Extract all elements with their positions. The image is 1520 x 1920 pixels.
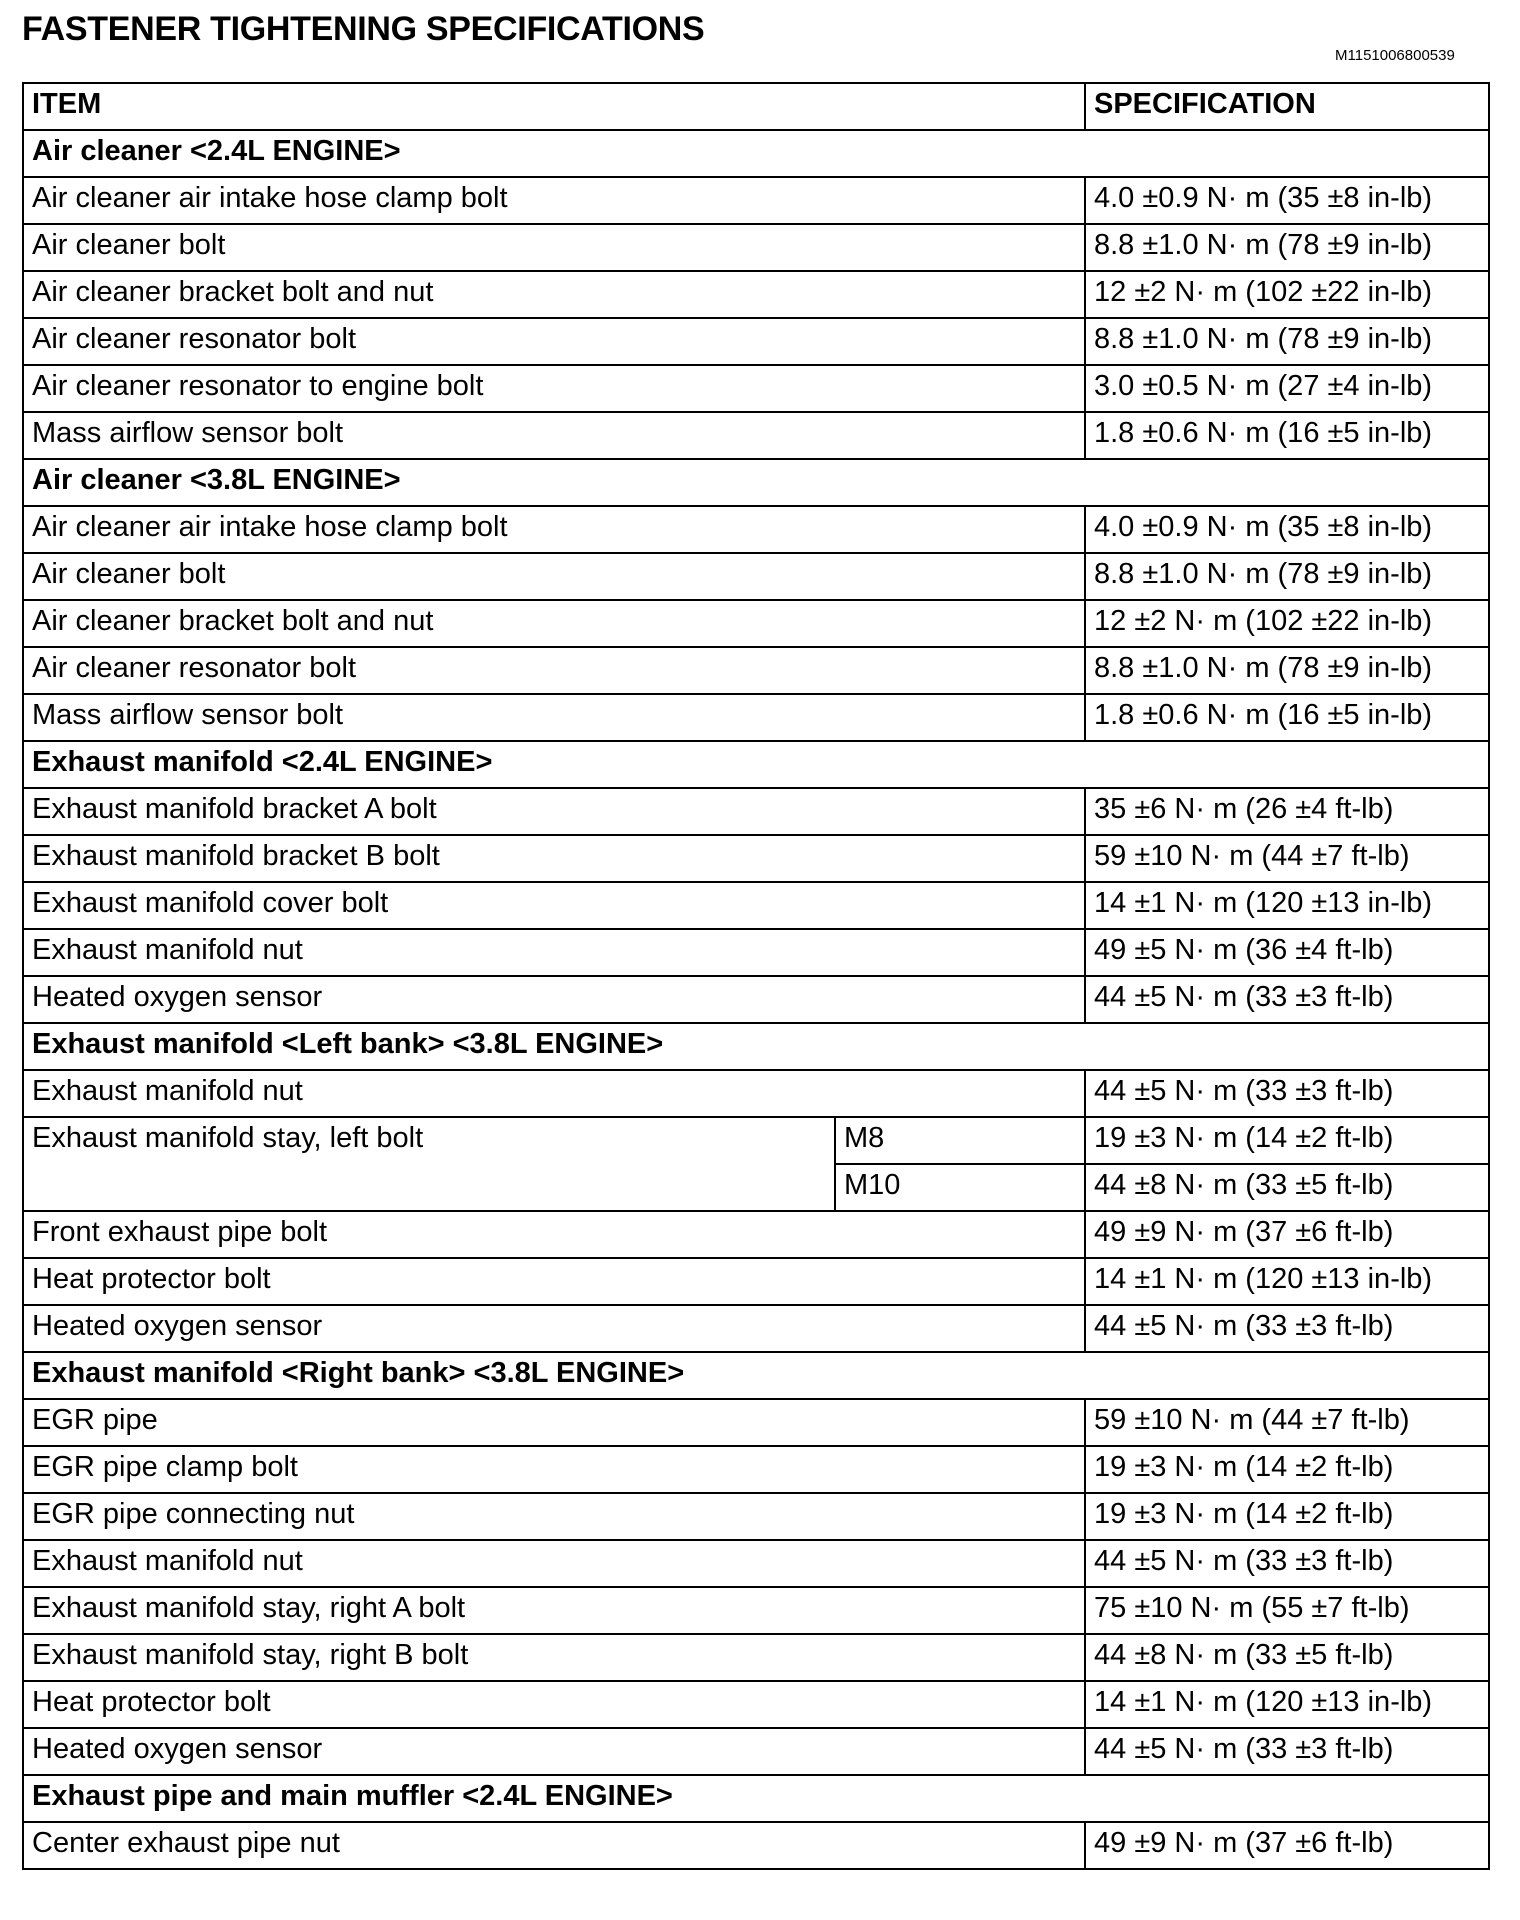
item-cell: Exhaust manifold nut: [23, 1070, 1085, 1117]
specification-column-header: SPECIFICATION: [1085, 83, 1489, 130]
item-cell: EGR pipe connecting nut: [23, 1493, 1085, 1540]
spec-cell: 49 ±5 N· m (36 ±4 ft-lb): [1085, 929, 1489, 976]
table-row: [23, 788, 1489, 835]
item-cell: Mass airflow sensor bolt: [23, 694, 1085, 741]
spec-cell: 4.0 ±0.9 N· m (35 ±8 in-lb): [1085, 506, 1489, 553]
table-row: [23, 1728, 1489, 1775]
spec-cell: 49 ±9 N· m (37 ±6 ft-lb): [1085, 1822, 1489, 1869]
item-cell: Exhaust manifold bracket A bolt: [23, 788, 1085, 835]
spec-cell: 8.8 ±1.0 N· m (78 ±9 in-lb): [1085, 318, 1489, 365]
item-cell: Air cleaner bolt: [23, 553, 1085, 600]
item-cell: Air cleaner bolt: [23, 224, 1085, 271]
item-cell: Heat protector bolt: [23, 1681, 1085, 1728]
section-title: Exhaust manifold <Right bank> <3.8L ENGINE>: [23, 1352, 1489, 1399]
item-cell: Exhaust manifold stay, right B bolt: [23, 1634, 1085, 1681]
section-header-row: [23, 459, 1489, 506]
table-row: [23, 1399, 1489, 1446]
table-row: [23, 882, 1489, 929]
item-cell: Center exhaust pipe nut: [23, 1822, 1085, 1869]
spec-cell: 19 ±3 N· m (14 ±2 ft-lb): [1085, 1493, 1489, 1540]
item-cell: Exhaust manifold stay, right A bolt: [23, 1587, 1085, 1634]
item-cell: Air cleaner resonator to engine bolt: [23, 365, 1085, 412]
table-row: [23, 1211, 1489, 1258]
page-title: FASTENER TIGHTENING SPECIFICATIONS: [22, 10, 705, 48]
table-row: [23, 1681, 1489, 1728]
spec-cell: 44 ±5 N· m (33 ±3 ft-lb): [1085, 1728, 1489, 1775]
item-column-header: ITEM: [23, 83, 1085, 130]
item-cell: Exhaust manifold stay, left bolt: [23, 1117, 835, 1211]
spec-cell: 59 ±10 N· m (44 ±7 ft-lb): [1085, 1399, 1489, 1446]
table-row: [23, 506, 1489, 553]
spec-cell: 44 ±5 N· m (33 ±3 ft-lb): [1085, 1540, 1489, 1587]
spec-cell: 44 ±5 N· m (33 ±3 ft-lb): [1085, 1305, 1489, 1352]
spec-cell: 44 ±5 N· m (33 ±3 ft-lb): [1085, 976, 1489, 1023]
table-row: [23, 976, 1489, 1023]
table-row: [23, 1070, 1489, 1117]
spec-cell: 1.8 ±0.6 N· m (16 ±5 in-lb): [1085, 412, 1489, 459]
item-cell: Front exhaust pipe bolt: [23, 1211, 1085, 1258]
item-cell: Air cleaner bracket bolt and nut: [23, 271, 1085, 318]
spec-cell: 44 ±8 N· m (33 ±5 ft-lb): [1085, 1634, 1489, 1681]
table-row: [23, 318, 1489, 365]
section-header-row: [23, 741, 1489, 788]
spec-cell: 14 ±1 N· m (120 ±13 in-lb): [1085, 1258, 1489, 1305]
table-row: [23, 1305, 1489, 1352]
item-cell: Heated oxygen sensor: [23, 976, 1085, 1023]
table-row: [23, 929, 1489, 976]
specifications-table: [22, 82, 1490, 1870]
spec-cell: 14 ±1 N· m (120 ±13 in-lb): [1085, 882, 1489, 929]
item-cell: Air cleaner resonator bolt: [23, 318, 1085, 365]
table-row: [23, 1822, 1489, 1869]
spec-cell: 59 ±10 N· m (44 ±7 ft-lb): [1085, 835, 1489, 882]
spec-cell: 44 ±5 N· m (33 ±3 ft-lb): [1085, 1070, 1489, 1117]
item-cell: Heated oxygen sensor: [23, 1305, 1085, 1352]
spec-cell: 75 ±10 N· m (55 ±7 ft-lb): [1085, 1587, 1489, 1634]
table-header-row: [23, 83, 1489, 130]
spec-cell: 12 ±2 N· m (102 ±22 in-lb): [1085, 600, 1489, 647]
section-title: Exhaust pipe and main muffler <2.4L ENGINE>: [23, 1775, 1489, 1822]
table-row: [23, 600, 1489, 647]
size-cell: M8: [835, 1117, 1085, 1164]
item-cell: Heated oxygen sensor: [23, 1728, 1085, 1775]
table-row: [23, 835, 1489, 882]
section-title: Air cleaner <3.8L ENGINE>: [23, 459, 1489, 506]
size-cell: M10: [835, 1164, 1085, 1211]
item-cell: Air cleaner air intake hose clamp bolt: [23, 177, 1085, 224]
section-header-row: [23, 130, 1489, 177]
document-id: M1151006800539: [1335, 47, 1455, 64]
item-cell: EGR pipe clamp bolt: [23, 1446, 1085, 1493]
section-title: Exhaust manifold <Left bank> <3.8L ENGINE>: [23, 1023, 1489, 1070]
section-header-row: [23, 1352, 1489, 1399]
spec-cell: 14 ±1 N· m (120 ±13 in-lb): [1085, 1681, 1489, 1728]
section-title: Air cleaner <2.4L ENGINE>: [23, 130, 1489, 177]
item-cell: Exhaust manifold nut: [23, 929, 1085, 976]
table-row: [23, 647, 1489, 694]
table-row: [23, 177, 1489, 224]
table-row: [23, 1587, 1489, 1634]
table-row: [23, 1634, 1489, 1681]
spec-cell: 3.0 ±0.5 N· m (27 ±4 in-lb): [1085, 365, 1489, 412]
item-cell: Air cleaner resonator bolt: [23, 647, 1085, 694]
section-header-row: [23, 1023, 1489, 1070]
spec-cell: 8.8 ±1.0 N· m (78 ±9 in-lb): [1085, 224, 1489, 271]
section-header-row: [23, 1775, 1489, 1822]
section-title: Exhaust manifold <2.4L ENGINE>: [23, 741, 1489, 788]
item-cell: Exhaust manifold nut: [23, 1540, 1085, 1587]
item-cell: Exhaust manifold cover bolt: [23, 882, 1085, 929]
spec-cell: 12 ±2 N· m (102 ±22 in-lb): [1085, 271, 1489, 318]
table-row: [23, 1446, 1489, 1493]
table-row: [23, 1540, 1489, 1587]
spec-cell: 19 ±3 N· m (14 ±2 ft-lb): [1085, 1117, 1489, 1164]
spec-cell: 8.8 ±1.0 N· m (78 ±9 in-lb): [1085, 647, 1489, 694]
item-cell: Mass airflow sensor bolt: [23, 412, 1085, 459]
item-cell: Air cleaner air intake hose clamp bolt: [23, 506, 1085, 553]
table-row: [23, 1493, 1489, 1540]
spec-cell: 19 ±3 N· m (14 ±2 ft-lb): [1085, 1446, 1489, 1493]
table-row: [23, 271, 1489, 318]
spec-cell: 44 ±8 N· m (33 ±5 ft-lb): [1085, 1164, 1489, 1211]
spec-cell: 49 ±9 N· m (37 ±6 ft-lb): [1085, 1211, 1489, 1258]
spec-cell: 1.8 ±0.6 N· m (16 ±5 in-lb): [1085, 694, 1489, 741]
table-row: [23, 553, 1489, 600]
spec-cell: 8.8 ±1.0 N· m (78 ±9 in-lb): [1085, 553, 1489, 600]
table-row: [23, 1258, 1489, 1305]
item-cell: EGR pipe: [23, 1399, 1085, 1446]
table-row: [23, 694, 1489, 741]
item-cell: Exhaust manifold bracket B bolt: [23, 835, 1085, 882]
item-cell: Heat protector bolt: [23, 1258, 1085, 1305]
table-row: [23, 412, 1489, 459]
spec-cell: 35 ±6 N· m (26 ±4 ft-lb): [1085, 788, 1489, 835]
spec-cell: 4.0 ±0.9 N· m (35 ±8 in-lb): [1085, 177, 1489, 224]
table-row: [23, 1117, 1489, 1164]
item-cell: Air cleaner bracket bolt and nut: [23, 600, 1085, 647]
table-row: [23, 224, 1489, 271]
specifications-table-body: [23, 83, 1489, 1869]
table-row: [23, 365, 1489, 412]
